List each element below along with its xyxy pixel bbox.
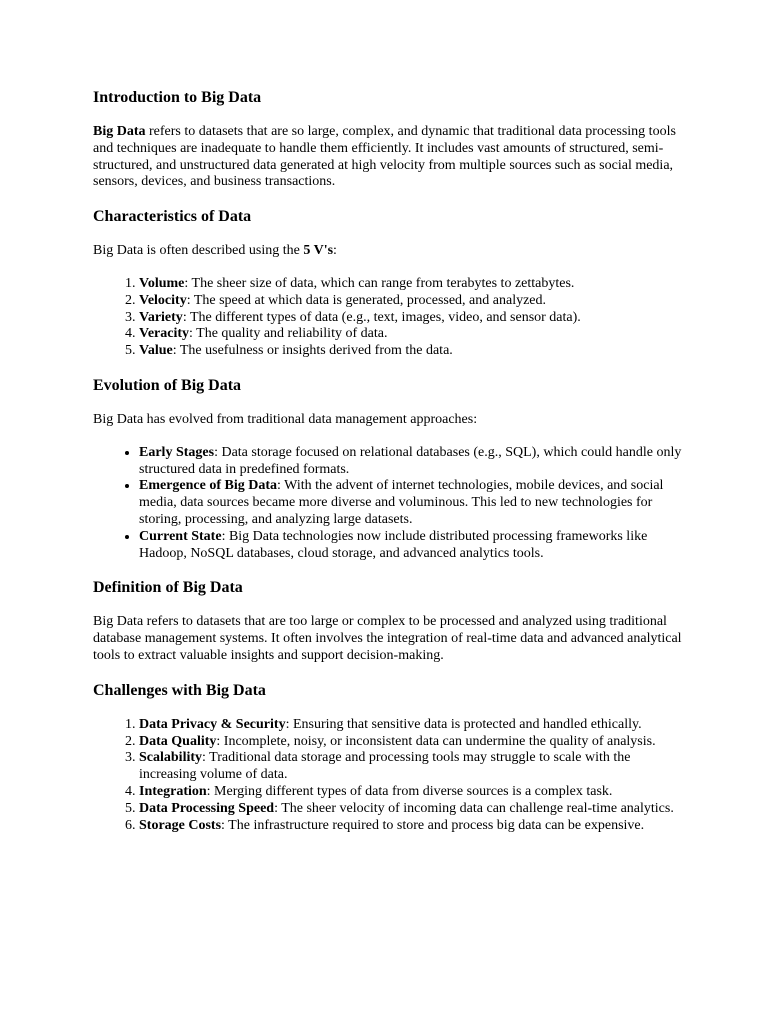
lead-end: : bbox=[333, 243, 337, 259]
heading-challenges: Challenges with Big Data bbox=[93, 681, 266, 699]
list-item bbox=[139, 801, 683, 818]
item-term: Data Privacy & Security bbox=[139, 716, 286, 732]
item-term: Value bbox=[139, 343, 173, 359]
item-text: : With the advent of internet technologies, mobile devices, and social media, data sources became more diverse and voluminous. This led to new technologies for storing, processing, and analyzing large datasets. bbox=[139, 478, 664, 527]
list-item bbox=[139, 445, 683, 479]
list-item bbox=[139, 276, 683, 293]
item-term: Scalability bbox=[139, 750, 203, 766]
list-item bbox=[139, 717, 683, 734]
document-page bbox=[93, 88, 683, 834]
item-term: Storage Costs bbox=[139, 817, 222, 833]
item-term: Data Quality bbox=[139, 733, 217, 749]
characteristics-list bbox=[93, 276, 683, 360]
item-text: : Traditional data storage and processing tools may struggle to scale with the increasing volume of data. bbox=[139, 750, 631, 783]
heading-evolution: Evolution of Big Data bbox=[93, 376, 242, 394]
item-text: : The different types of data (e.g., text, images, video, and sensor data). bbox=[182, 309, 581, 325]
item-text: : The usefulness or insights derived from the data. bbox=[172, 343, 453, 359]
lead-bold: 5 V's bbox=[303, 243, 334, 259]
paragraph-evolution-lead: Big Data has evolved from traditional data management approaches: bbox=[93, 411, 478, 427]
list-item bbox=[139, 818, 683, 835]
item-term: Velocity bbox=[139, 292, 187, 308]
list-item bbox=[139, 784, 683, 801]
item-term: Integration bbox=[139, 783, 207, 799]
paragraph-introduction bbox=[93, 124, 683, 191]
item-term: Variety bbox=[139, 309, 183, 325]
item-text: : The sheer velocity of incoming data can challenge real-time analytics. bbox=[274, 800, 674, 816]
item-term: Early Stages bbox=[139, 444, 215, 460]
heading-introduction: Introduction to Big Data bbox=[93, 89, 262, 106]
item-text: : Incomplete, noisy, or inconsistent data can undermine the quality of analysis. bbox=[216, 733, 656, 749]
item-term: Emergence of Big Data bbox=[139, 478, 278, 494]
paragraph-definition: Big Data refers to datasets that are too large or complex to be processed and analyzed using traditional database management systems. It often involves the integration of real-time data and advanced analytical tools to extract valuable insights and support decision-making. bbox=[93, 614, 682, 663]
list-item bbox=[139, 529, 683, 563]
list-item bbox=[139, 734, 683, 751]
item-text: : Ensuring that sensitive data is protected and handled ethically. bbox=[285, 716, 642, 732]
item-term: Current State bbox=[139, 528, 222, 544]
list-item bbox=[139, 750, 683, 784]
intro-text: refers to datasets that are so large, complex, and dynamic that traditional data processing tools and techniques are inadequate to handle them efficiently. It includes vast amounts of structured, semi-structured, and unstructured data generated at high velocity from multiple sources such as social media, sensors, devices, and business transactions. bbox=[93, 124, 676, 190]
list-item bbox=[139, 343, 683, 360]
item-text: : The speed at which data is generated, processed, and analyzed. bbox=[186, 292, 547, 308]
list-item bbox=[139, 478, 683, 528]
evolution-list bbox=[93, 445, 683, 563]
item-term: Volume bbox=[139, 275, 185, 291]
item-text: : The quality and reliability of data. bbox=[189, 326, 388, 342]
item-text: : Merging different types of data from diverse sources is a complex task. bbox=[206, 783, 613, 799]
list-item bbox=[139, 310, 683, 327]
heading-characteristics: Characteristics of Data bbox=[93, 208, 252, 226]
item-text: : Big Data technologies now include distributed processing frameworks like Hadoop, NoSQL databases, cloud storage, and advanced analytics tools. bbox=[139, 528, 648, 561]
list-item bbox=[139, 293, 683, 310]
intro-term: Big Data bbox=[93, 124, 146, 139]
item-text: : The sheer size of data, which can range from terabytes to zettabytes. bbox=[184, 275, 575, 291]
lead-text: Big Data is often described using the bbox=[93, 243, 304, 259]
item-term: Veracity bbox=[139, 326, 190, 342]
paragraph-characteristics-lead bbox=[93, 243, 683, 260]
item-term: Data Processing Speed bbox=[139, 800, 275, 816]
heading-definition: Definition of Big Data bbox=[93, 579, 243, 597]
item-text: : The infrastructure required to store and process big data can be expensive. bbox=[221, 817, 645, 833]
challenges-list bbox=[93, 717, 683, 835]
list-item bbox=[139, 326, 683, 343]
item-text: : Data storage focused on relational databases (e.g., SQL), which could handle only structured data in predefined formats. bbox=[139, 444, 682, 477]
